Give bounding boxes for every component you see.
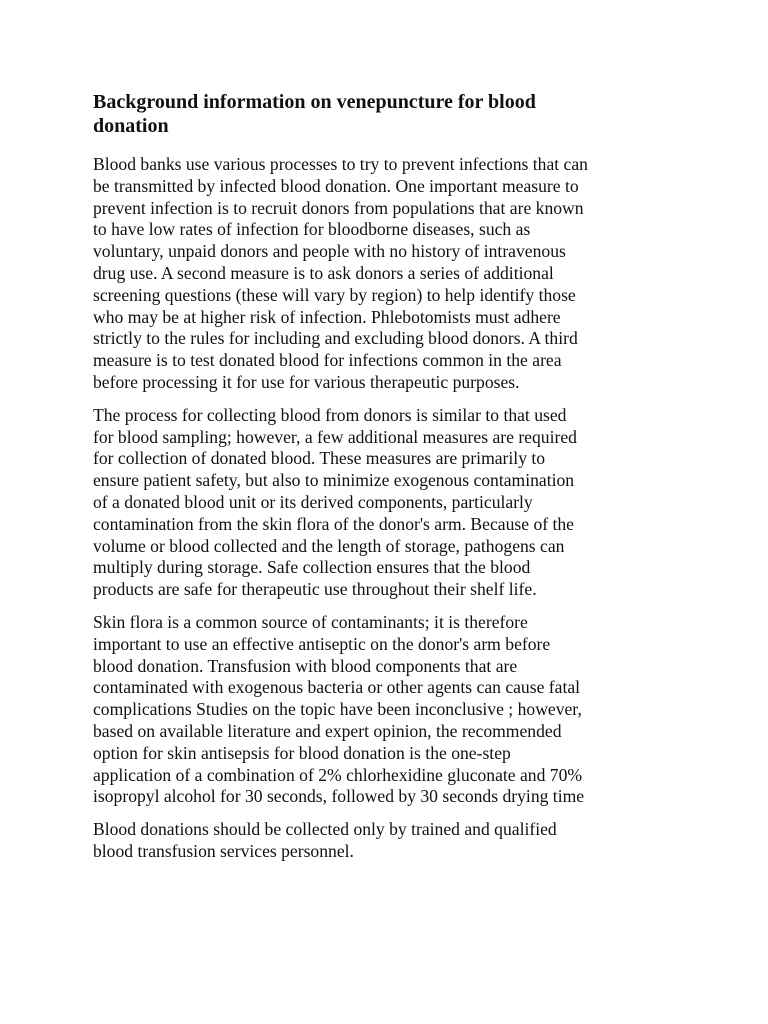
text-line: ensure patient safety, but also to minimize exogenous contamination: [93, 470, 575, 491]
text-line: before processing it for use for various therapeutic purposes.: [93, 371, 520, 392]
title-line: donation: [93, 115, 169, 137]
paragraph-skin-antisepsis: [93, 612, 683, 808]
text-line: isopropyl alcohol for 30 seconds, followed by 30 seconds drying time: [93, 786, 585, 807]
text-line: application of a combination of 2% chlorhexidine gluconate and 70%: [93, 764, 583, 785]
text-line: drug use. A second measure is to ask donors a series of additional: [93, 262, 554, 283]
paragraph-qualified-personnel: [93, 819, 683, 863]
text-line: important to use an effective antiseptic on the donor's arm before: [93, 633, 551, 654]
text-line: be transmitted by infected blood donation. One important measure to: [93, 175, 579, 196]
text-line: Skin flora is a common source of contaminants; it is therefore: [93, 611, 528, 632]
text-line: Blood donations should be collected only by trained and qualified: [93, 819, 557, 840]
paragraph-collection-process: [93, 405, 683, 601]
document-title: [93, 90, 683, 138]
text-line: for blood sampling; however, a few additional measures are required: [93, 426, 577, 447]
text-line: based on available literature and expert opinion, the recommended: [93, 720, 562, 741]
text-line: The process for collecting blood from donors is similar to that used: [93, 404, 567, 425]
title-line: Background information on venepuncture for blood: [93, 91, 536, 113]
text-line: who may be at higher risk of infection. Phlebotomists must adhere: [93, 306, 561, 327]
text-line: to have low rates of infection for bloodborne diseases, such as: [93, 219, 531, 240]
text-line: contaminated with exogenous bacteria or other agents can cause fatal: [93, 677, 581, 698]
paragraph-infection-prevention: [93, 154, 683, 394]
text-line: of a donated blood unit or its derived components, particularly: [93, 491, 533, 512]
text-line: complications Studies on the topic have been inconclusive ; however,: [93, 699, 582, 720]
text-line: volume or blood collected and the length of storage, pathogens can: [93, 535, 565, 556]
text-line: products are safe for therapeutic use throughout their shelf life.: [93, 579, 537, 600]
text-line: Blood banks use various processes to try to prevent infections that can: [93, 154, 588, 174]
text-line: for collection of donated blood. These measures are primarily to: [93, 448, 546, 469]
text-line: voluntary, unpaid donors and people with no history of intravenous: [93, 241, 566, 262]
text-line: strictly to the rules for including and excluding blood donors. A third: [93, 328, 578, 349]
text-line: option for skin antisepsis for blood donation is the one-step: [93, 742, 511, 763]
text-line: contamination from the skin flora of the donor's arm. Because of the: [93, 513, 574, 534]
document-page: [93, 90, 683, 874]
text-line: screening questions (these will vary by region) to help identify those: [93, 284, 576, 305]
text-line: measure is to test donated blood for infections common in the area: [93, 350, 562, 371]
text-line: prevent infection is to recruit donors from populations that are known: [93, 197, 584, 218]
text-line: multiply during storage. Safe collection ensures that the blood: [93, 557, 531, 578]
text-line: blood transfusion services personnel.: [93, 840, 354, 861]
text-line: blood donation. Transfusion with blood components that are: [93, 655, 518, 676]
